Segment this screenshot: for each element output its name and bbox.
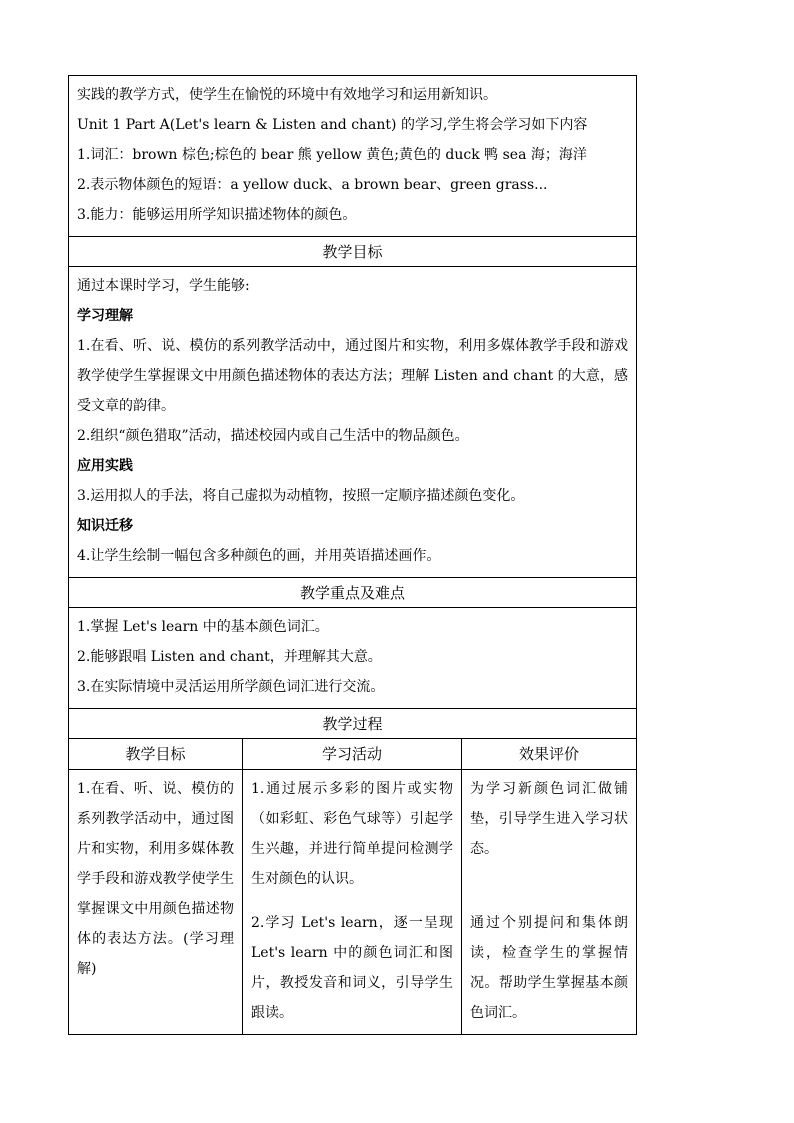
process-activity-2: 2.学习 Let's learn，逐一呈现 Let's learn 中的颜色词汇和图片，教授发音和词义，引导学生跟读。 [251, 915, 453, 1021]
intro-line-4: 2.表示物体颜色的短语：a yellow duck、a brown bear、green grass... [77, 177, 548, 193]
process-row [69, 770, 636, 1034]
process-eval-1: 为学习新颜色词汇做铺垫，引导学生进入学习状态。 [470, 781, 628, 857]
objectives-item-4: 4.让学生绘制一幅包含多种颜色的画，并用英语描述画作。 [77, 548, 441, 564]
intro-line-3: 1.词汇：brown 棕色;棕色的 bear 熊 yellow 黄色;黄色的 duck 鸭 sea 海；海洋 [77, 147, 587, 163]
keypoints-section [69, 608, 636, 709]
objectives-header: 教学目标 [69, 237, 636, 267]
objectives-section2-title: 应用实践 [77, 458, 133, 474]
intro-section [69, 76, 636, 237]
intro-line-1: 实践的教学方式，使学生在愉悦的环境中有效地学习和运用新知识。 [77, 87, 497, 103]
process-col-activity: 学习活动 [243, 739, 462, 769]
process-col-eval: 效果评价 [518, 745, 579, 763]
objectives-section1-title: 学习理解 [77, 308, 133, 324]
process-header: 教学过程 [69, 709, 636, 739]
keypoint-item-3: 3.在实际情境中灵活运用所学颜色词汇进行交流。 [77, 679, 385, 695]
process-eval-cell [462, 770, 636, 1034]
keypoint-item-2: 2.能够跟唱 Listen and chant，并理解其大意。 [77, 649, 382, 665]
process-activity-1: 1.通过展示多彩的图片或实物（如彩虹、彩色气球等）引起学生兴趣，并进行简单提问检测学生对颜色的认识。 [251, 781, 453, 887]
objectives-intro: 通过本课时学习，学生能够: [77, 278, 250, 294]
keypoint-item-1: 1.掌握 Let's learn 中的基本颜色词汇。 [77, 619, 329, 635]
keypoints-header: 教学重点及难点 [69, 578, 636, 608]
intro-line-5: 3.能力：能够运用所学知识描述物体的颜色。 [77, 207, 357, 223]
process-goal-cell [69, 770, 243, 1034]
process-eval-2: 通过个别提问和集体朗读，检查学生的掌握情况。帮助学生掌握基本颜色词汇。 [470, 915, 628, 1021]
objectives-item-2: 2.组织“颜色猎取”活动，描述校园内或自己生活中的物品颜色。 [77, 428, 469, 444]
objectives-item-1: 1.在看、听、说、模仿的系列教学活动中，通过图片和实物，利用多媒体教学手段和游戏教学使学生掌握课文中用颜色描述物体的表达方法；理解 Listen and chant 的大意，感受文章的韵律。 [77, 338, 628, 414]
process-col-goal: 教学目标 [69, 739, 243, 769]
objectives-item-3: 3.运用拟人的手法，将自己虚拟为动植物，按照一定顺序描述颜色变化。 [77, 488, 525, 504]
intro-line-2: Unit 1 Part A(Let's learn & Listen and chant) 的学习,学生将会学习如下内容 [77, 117, 588, 133]
objectives-section [69, 267, 636, 578]
process-activity-cell [243, 770, 462, 1034]
lesson-plan-table [68, 75, 637, 1035]
process-goal-text: 1.在看、听、说、模仿的系列教学活动中，通过图片和实物，利用多媒体教学手段和游戏教学使学生掌握课文中用颜色描述物体的表达方法。(学习理解) [77, 781, 234, 977]
objectives-section3-title: 知识迁移 [77, 518, 133, 534]
process-column-headers [69, 739, 636, 770]
